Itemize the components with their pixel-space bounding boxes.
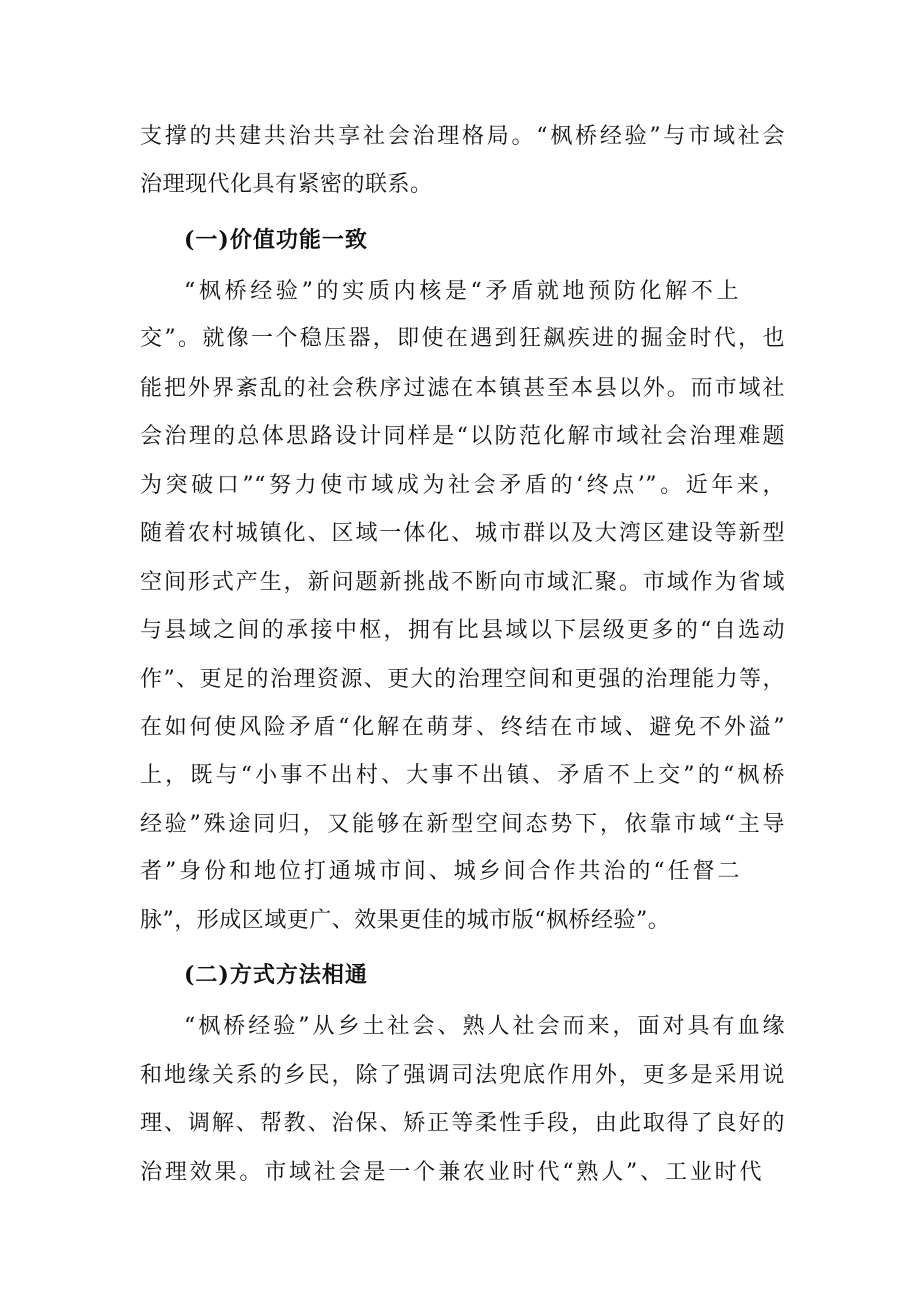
paragraph-line: 和地缘关系的乡民，除了强调司法兜底作用外，更多是采用说 — [140, 1063, 785, 1088]
paragraph-line: 在如何使风险矛盾“化解在萌芽、终结在市域、避免不外溢” — [140, 715, 785, 740]
paragraph-line: 为突破口”“努力使市域成为社会矛盾的‘终点’”。近年来， — [140, 473, 785, 498]
paragraph-line: 经验”殊途同归，又能够在新型空间态势下，依靠市域“主导 — [140, 812, 785, 837]
paragraph-line: 与县域之间的承接中枢，拥有比县域以下层级更多的“自选动 — [140, 618, 785, 643]
paragraph-line: 空间形式产生，新问题新挑战不断向市域汇聚。市域作为省域 — [140, 570, 785, 595]
paragraph-line: 脉”，形成区域更广、效果更佳的城市版“枫桥经验”。 — [140, 908, 671, 933]
paragraph-line: “枫桥经验”的实质内核是“矛盾就地预防化解不上 — [184, 279, 739, 304]
paragraph-line: 作”、更足的治理资源、更大的治理空间和更强的治理能力等， — [140, 667, 785, 692]
paragraph-line: 交”。就像一个稳压器，即使在遇到狂飙疾进的掘金时代，也 — [140, 326, 785, 351]
paragraph-line: 随着农村城镇化、区域一体化、城市群以及大湾区建设等新型 — [140, 521, 785, 546]
paragraph-line: 支撑的共建共治共享社会治理格局。“枫桥经验”与市域社会 — [140, 124, 785, 149]
section-heading-2: (二)方式方法相通 — [184, 962, 368, 988]
paragraph-line: 上，既与“小事不出村、大事不出镇、矛盾不上交”的“枫桥 — [140, 763, 785, 788]
paragraph-line: 治理效果。市域社会是一个兼农业时代“熟人”、工业时代 — [140, 1160, 762, 1185]
paragraph-line: “枫桥经验”从乡土社会、熟人社会而来，面对具有血缘 — [184, 1014, 785, 1039]
paragraph-line: 者”身份和地位打通城市间、城乡间合作共治的“任督二 — [140, 859, 740, 884]
paragraph-line: 能把外界紊乱的社会秩序过滤在本镇甚至本县以外。而市域社 — [140, 376, 785, 401]
paragraph-line: 理、调解、帮教、治保、矫正等柔性手段，由此取得了良好的 — [140, 1111, 785, 1136]
paragraph-line: 治理现代化具有紧密的联系。 — [140, 172, 433, 197]
paragraph-line: 会治理的总体思路设计同样是“以防范化解市域社会治理难题 — [140, 424, 785, 449]
section-heading-1: (一)价值功能一致 — [184, 227, 368, 253]
